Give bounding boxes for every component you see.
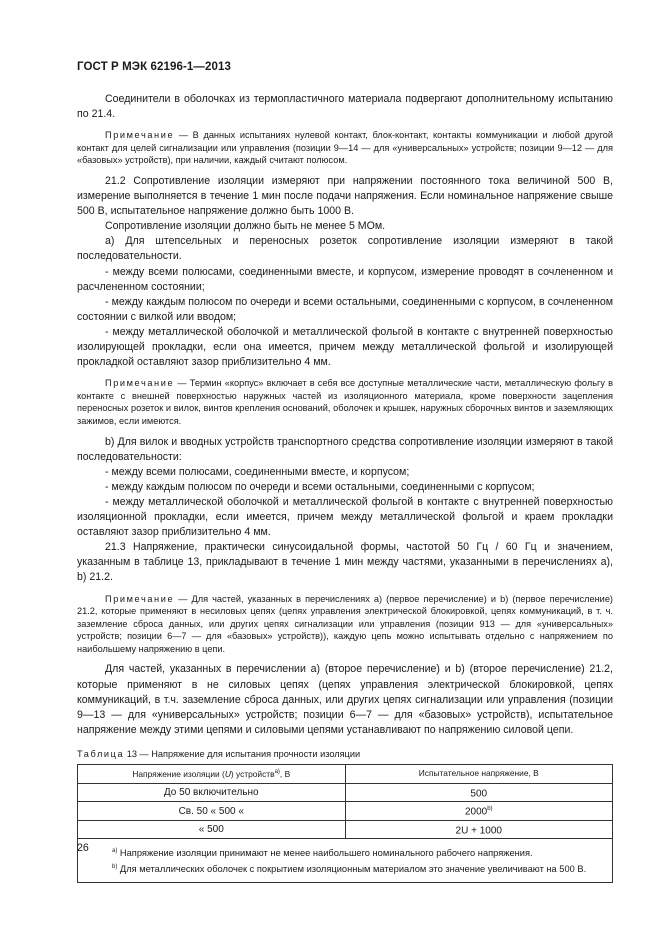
note-text: — Для частей, указанных в перечислениях а) (первое перечисление) и b) (первое перечисление) 21.2, которые применяют в несиловых цепях (цепях управления электрической блокировкой, цепях коммуникаций, в т. ч. заземление сброса данных, или других цепях сигнализации или управления (позиции 913 — для «универсальных» устройств; позиции 6—7 — для «базовых» устройств)), каждую цепь можно испытывать отдельно с напряжением по наибольшему напряжению в цепи.: [77, 593, 613, 654]
table-footnotes: [78, 839, 613, 883]
table-caption: [77, 748, 613, 760]
table-cell: 2U + 1000: [345, 820, 613, 838]
paragraph: Для частей, указанных в перечислении а) (второе перечисление) и b) (второе перечисление) 21.2, которые применяют в не силовых цепях (цепях управления электрической блокировкой, цепях коммуникаций, в т.ч. заземление сброса данных, или других цепях сигнализации или управления (позиции 9—13 — для «универсальных» устройств; позиции 6—7 — для «базовых» устройств), испытательное напряжение между этими цепями и силовыми цепями устанавливают по напряжению силовой цепи.: [77, 663, 613, 736]
table-cell: Св. 50 « 500 «: [78, 802, 346, 820]
note: [77, 593, 613, 656]
table-footnote-cell: [78, 839, 613, 883]
paragraph: b) Для вилок и вводных устройств транспортного средства сопротивление изоляции измеряют в такой последовательности:: [77, 435, 613, 463]
table-caption-label: Таблица: [77, 748, 125, 759]
paragraph: - между всеми полюсами, соединенными вместе, и корпусом, измерение проводят в сочлененном и расчлененном состоянии;: [77, 265, 613, 293]
paragraph: а) Для штепсельных и переносных розеток сопротивление изоляции измеряют в такой последовательности.: [77, 235, 613, 263]
footnote-a: $^{а)}$ Напряжение изоляции принимают не менее наибольшего номинального рабочего напряжения.: [112, 848, 533, 859]
page-number: 26: [77, 842, 89, 854]
table-cell: До 50 включительно: [78, 783, 346, 801]
paragraph: 21.2 Сопротивление изоляции измеряют при напряжении постоянного тока величиной 500 В, измерение выполняется в течение 1 мин после подачи напряжения. Если номинальное напряжение свыше 500 В, испытательное напряжение должно быть 1000 В.: [77, 174, 613, 218]
note: [77, 377, 613, 427]
table-header-row: [78, 764, 613, 783]
note-text: — Термин «корпус» включает в себя все доступные металлические части, металлическую фольгу в контакте с внешней поверхностью наружных частей из изоляционного материала, кроме поверхности зацепления переносных розеток и вилок, винтов крепления оснований, оболочек и крышек, наружных сборочных винтов и заземляющих зажимов, если имеются.: [77, 378, 613, 426]
table-row: [78, 802, 613, 820]
paragraph: - между металлической оболочкой и металлической фольгой в контакте с внутренней поверхностью изолирующей прокладки, если она имеется, причем между металлической фольгой и изолирующей прокладкой оставляют зазор приблизительно 4 мм.: [77, 325, 613, 369]
paragraph: - между каждым полюсом по очереди и всеми остальными, соединенными с корпусом, в сочлененном состоянии с вилкой или вводом;: [77, 295, 613, 323]
note-label: Примечание: [105, 378, 175, 389]
note-label: Примечание: [105, 130, 175, 141]
note-text: — В данных испытаниях нулевой контакт, блок-контакт, контакты коммуникации и любой другой контакт для целей сигнализации или управления (позиции 9—14 — для «универсальных» устройств; позиции 9—12 — для «базовых» устройств), при наличии, каждый считают полюсом.: [77, 130, 613, 166]
column-header-insulation-voltage: Напряжение изоляции (U) устройств$^{а)}$, В: [78, 764, 346, 783]
paragraph: Соединители в оболочках из термопластичного материала подвергают дополнительному испытанию по 21.4.: [77, 93, 613, 121]
footnote-b: $^{b)}$ Для металлических оболочек с покрытием изоляционным материалом это значение увеличивают на 500 В.: [112, 864, 587, 875]
document-header: ГОСТ Р МЭК 62196-1—2013: [77, 61, 231, 73]
column-header-test-voltage: Испытательное напряжение, В: [345, 764, 613, 783]
table-cell: « 500: [78, 820, 346, 838]
table-cell: 500: [345, 783, 613, 801]
note-label: Примечание: [105, 593, 175, 604]
note: [77, 129, 613, 167]
paragraph: Сопротивление изоляции должно быть не менее 5 МОм.: [105, 220, 386, 233]
paragraph: - между каждым полюсом по очереди и всеми остальными, соединенными с корпусом;: [105, 480, 535, 493]
table-row: [78, 820, 613, 838]
paragraph: - между всеми полюсами, соединенными вместе, и корпусом;: [105, 465, 410, 478]
voltage-table: [77, 764, 613, 883]
paragraph: 21.3 Напряжение, практически синусоидальной формы, частотой 50 Гц / 60 Гц и значением, указанным в таблице 13, прикладывают в течение 1 мин между частями, указанными в перечислениях а), b) 21.2.: [77, 541, 613, 584]
document-body: [77, 92, 613, 883]
table-cell: 2000$^{b)}$: [345, 802, 613, 820]
table-row: [78, 783, 613, 801]
paragraph: - между металлической оболочкой и металлической фольгой в контакте с внутренней поверхностью изоляционной прокладки, если имеется, причем между металлической фольгой и краем прокладки оставляют зазор приблизительно 4 мм.: [77, 495, 613, 539]
table-caption-text: 13 — Напряжение для испытания прочности изоляции: [124, 748, 361, 759]
